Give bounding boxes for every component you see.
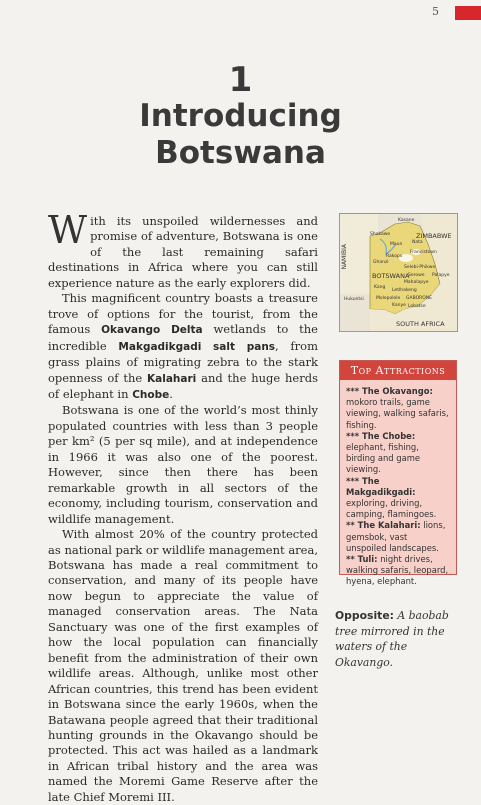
attraction-text: lions, gemsbok, vast unspoiled landscapes. — [346, 520, 446, 553]
attraction-okavango — [346, 386, 450, 431]
attraction-title: *** The Makgadikgadi: — [346, 475, 416, 497]
map-place-kang: Kang — [374, 285, 386, 290]
attraction-text: night drives, walking safaris, leopard, hyena, elephant. — [346, 554, 449, 587]
chapter-title-line-2: Botswana — [155, 135, 326, 171]
map-place-shakawe: Shakawe — [370, 232, 391, 237]
map-place-mahalapye: Mahalapye — [404, 280, 429, 285]
p2-text-b: wetlands to the incredible — [48, 322, 318, 353]
caption-label: Opposite: — [335, 609, 394, 622]
map-label-botswana: BOTSWANA — [372, 272, 410, 280]
map-place-kasane: Kasane — [398, 218, 415, 223]
map-place-letlhakeng: Letlhakeng — [392, 288, 417, 293]
chapter-number: 1 — [228, 60, 253, 100]
attraction-title: *** The Okavango: — [346, 386, 433, 396]
chapter-title — [0, 98, 481, 172]
p2-text-a: This magnificent country boasts a treasure trove of options for the tourist, from the famous — [48, 291, 318, 337]
photo-caption — [335, 608, 465, 670]
map-place-molepolole: Molepolole — [376, 296, 401, 301]
attraction-text: elephant, fishing, birding and game viewing. — [346, 442, 421, 475]
chapter-tab-marker — [455, 6, 481, 20]
attraction-makgadikgadi — [346, 476, 450, 521]
p2-bold-kalahari: Kalahari — [147, 372, 197, 385]
map-place-ghanzi: Ghanzi — [373, 260, 389, 265]
paragraph-1 — [48, 208, 318, 291]
top-attractions-box — [339, 360, 457, 587]
map-place-rakops: Rakops — [386, 254, 403, 259]
map-place-serowe: Serowe — [408, 273, 425, 278]
caption-text: A baobab tree mirrored in the waters of the Okavango. — [335, 609, 449, 669]
p2-text-d: and the huge herds of elephant in — [48, 370, 318, 401]
p2-bold-salt-pans: Makgadikgadi salt pans — [118, 340, 276, 353]
paragraph-2 — [48, 291, 318, 403]
attraction-kalahari — [346, 520, 450, 554]
p2-bold-okavango: Okavango Delta — [101, 324, 203, 337]
chapter-title-line-1: Introducing — [139, 98, 342, 134]
p2-bold-chobe: Chobe — [132, 388, 170, 401]
top-attractions-heading: Top Attractions — [340, 361, 456, 380]
body-text — [48, 208, 318, 805]
map-place-selebi: Selebi-Phikwe — [404, 265, 436, 270]
map-place-francistown: Francistown — [410, 250, 437, 255]
attraction-tuli — [346, 554, 450, 588]
p2-text-end: . — [169, 386, 173, 401]
map-place-maun: Maun — [390, 242, 403, 247]
attraction-title: *** The Chobe: — [346, 430, 416, 441]
attraction-text: exploring, driving, camping, flamingoes. — [346, 498, 437, 520]
top-attractions-list — [340, 380, 456, 588]
map-place-nata: Nata — [412, 240, 423, 245]
attraction-title: ** The Kalahari: — [346, 520, 421, 531]
paragraph-4: With almost 20% of the country protected as national park or wildlife management area, Botswana has made a real commitment to conservation, and many of its people have now begun to appreciate the value of managed conservation areas. The Nata Sanctuary was one of the first examples of how the local population can financially benefit from the administration of their own wildlife areas. Although, unlike most other African countries, this trend has been evident in Botswana since the early 1960s, when the Batawana people agreed that their traditional hunting grounds in the Okavango should be protected. This act was hailed as a landmark in African tribal history and the area was named the Moremi Game Reserve after the late Chief Moremi III. — [48, 527, 318, 804]
map-place-palapye: Palapye — [432, 273, 450, 278]
attraction-title: ** Tuli: — [346, 554, 378, 565]
attraction-text: mokoro trails, game viewing, walking safaris, fishing. — [346, 397, 449, 430]
map-label-namibia: NAMIBIA — [341, 244, 348, 270]
map-label-zimbabwe: ZIMBABWE — [416, 232, 452, 240]
map-place-kanye: Kanye — [392, 303, 406, 308]
map-place-hukuntsi: Hukuntsi — [344, 297, 364, 302]
botswana-map — [339, 213, 458, 332]
paragraph-1-text: ith its unspoiled wildernesses and promise of adventure, Botswana is one of the last remaining safari destinations in Africa where you can still experience nature as the early explorers did. — [48, 214, 318, 290]
paragraph-3: Botswana is one of the world’s most thinly populated countries with less than 3 people per km² (5 per sq mile), and at independence in 1966 it was also one of the poorest. However, since then there has been remarkable growth in all sectors of the economy, including tourism, conservation and wildlife management. — [48, 403, 318, 526]
map-place-gaborone: GABORONE — [406, 296, 432, 301]
attraction-chobe — [346, 431, 450, 476]
map-place-lobatse: Lobatse — [408, 304, 426, 309]
page-number: 5 — [432, 5, 439, 18]
drop-cap: W — [48, 208, 88, 252]
p2-text-c: , from grass plains of migrating zebra to the stark openness of the — [48, 338, 318, 385]
map-label-south-africa: SOUTH AFRICA — [396, 320, 445, 328]
